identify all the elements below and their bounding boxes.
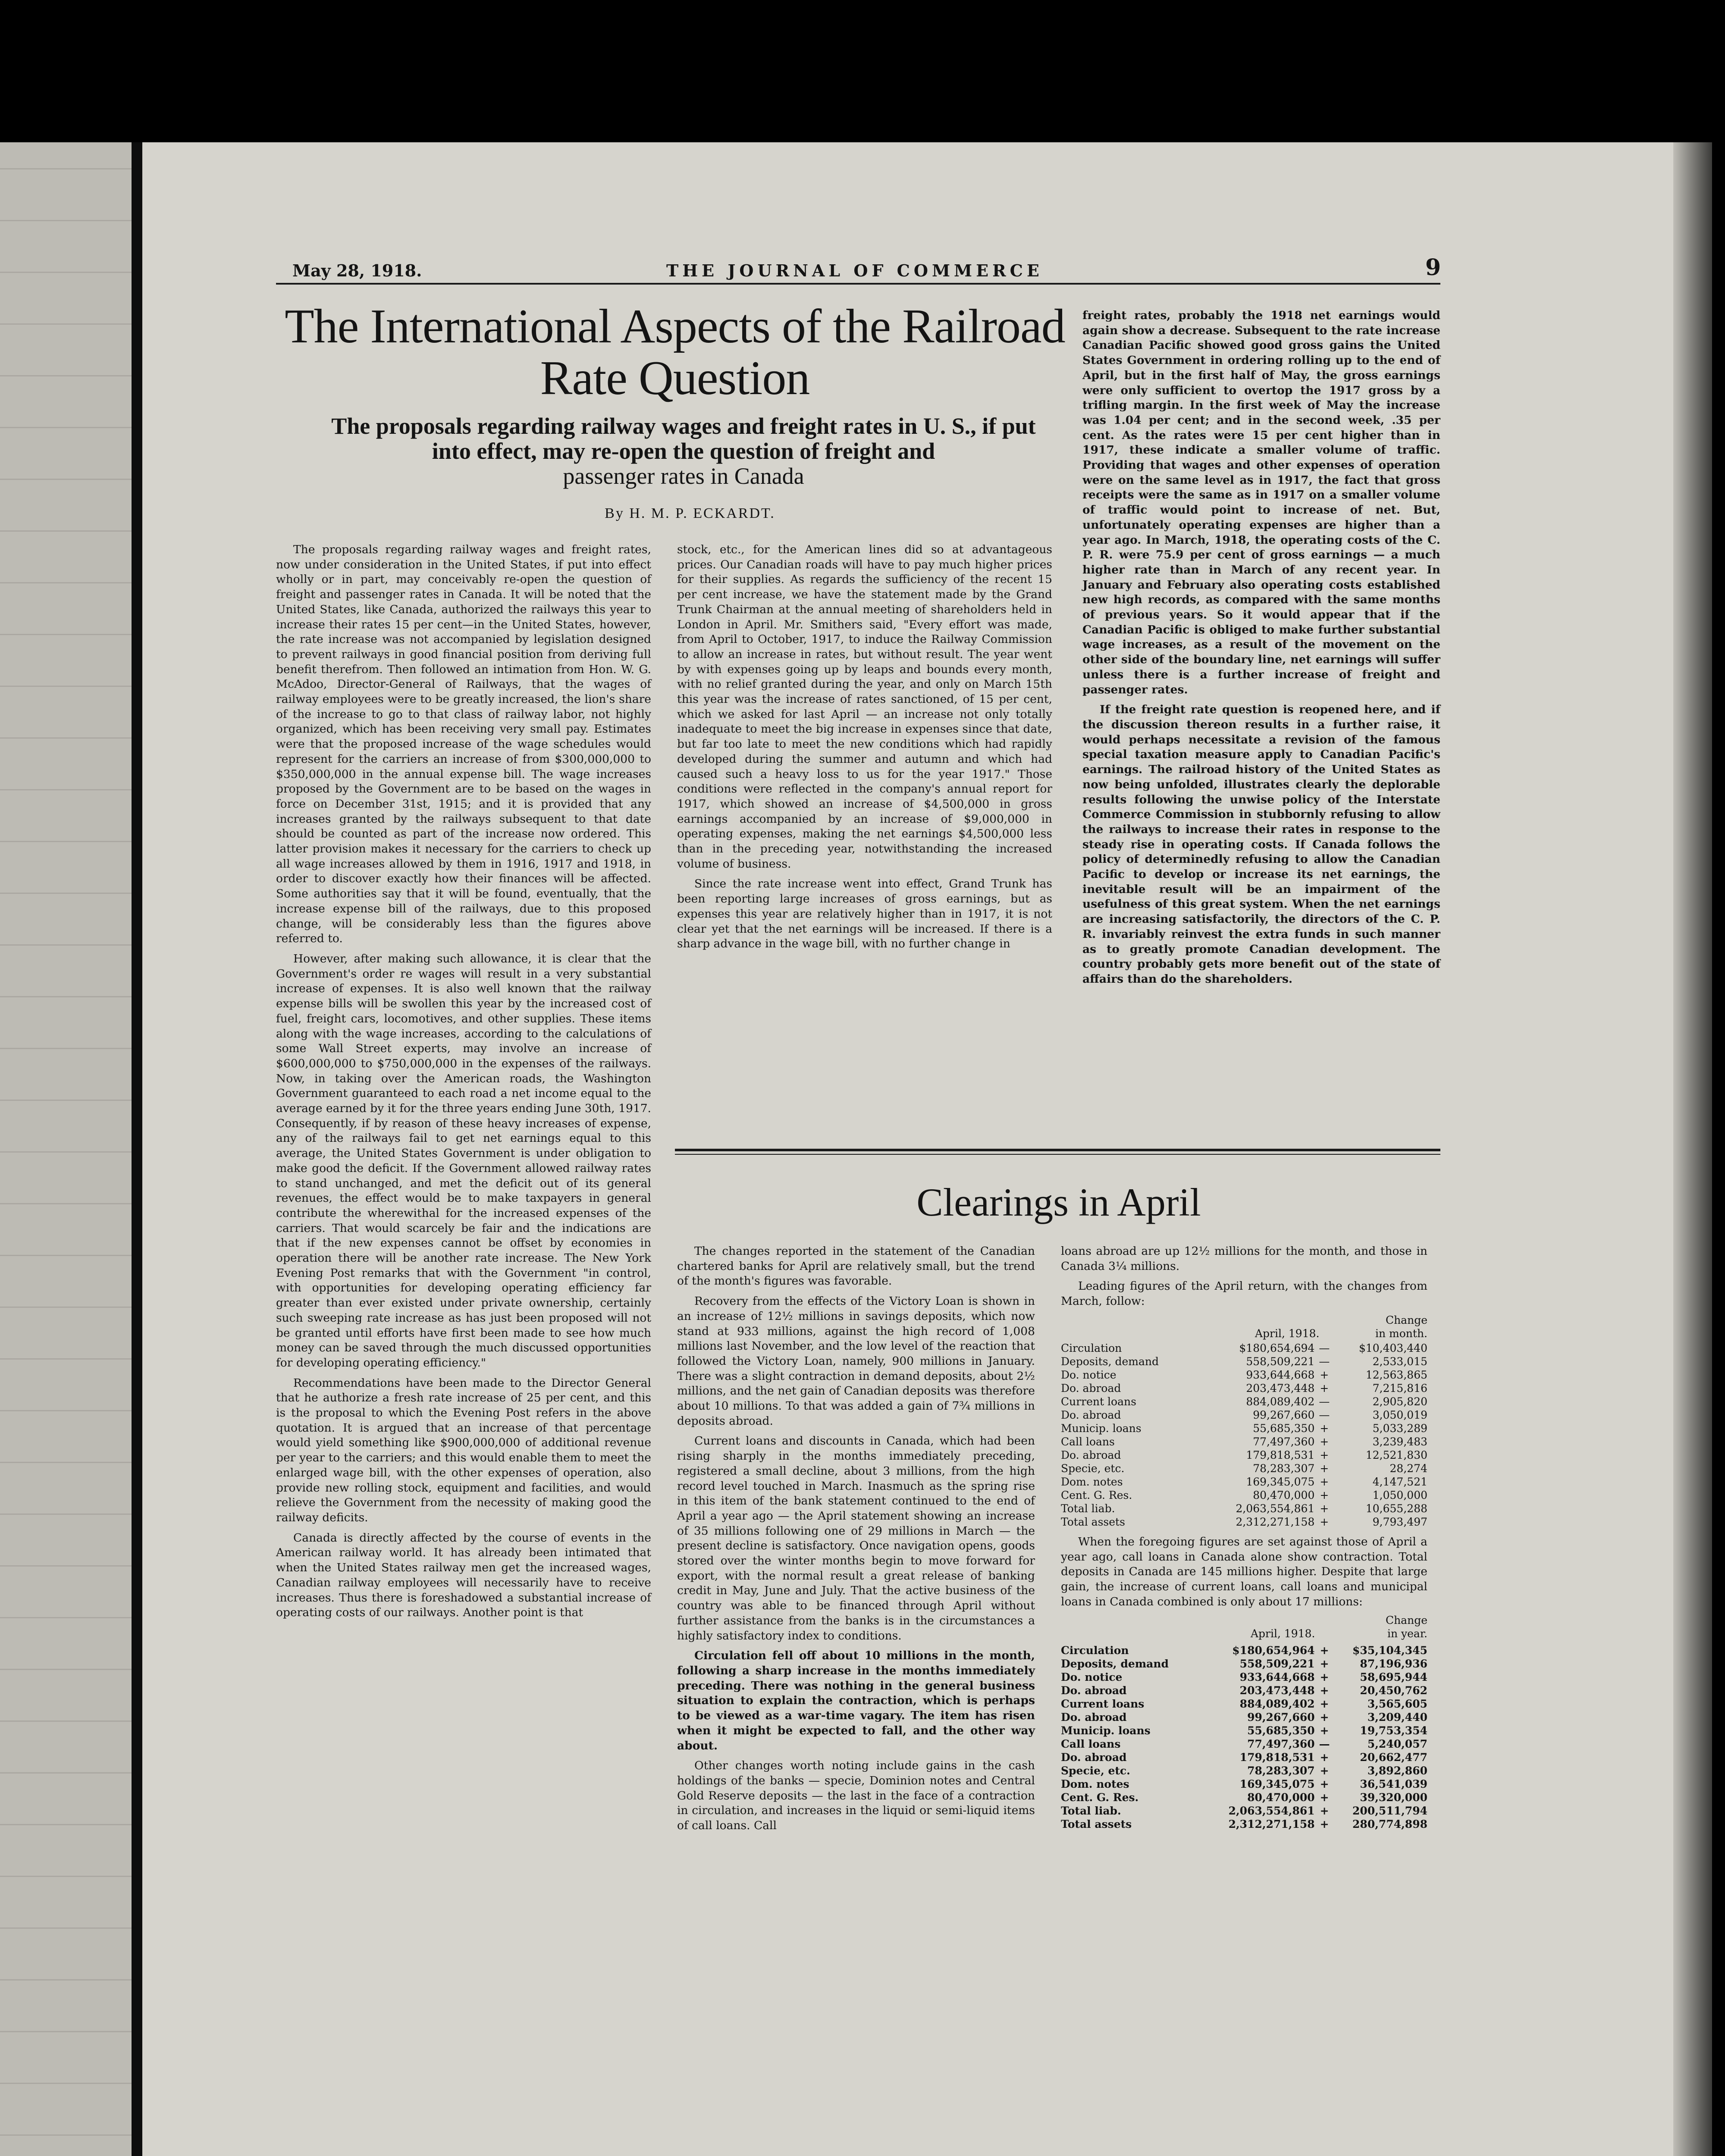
row-sign: + [1320,1422,1329,1435]
paragraph: Recommendations have been made to the Director General that he authorize a fresh rate increase of 25 per cent, and this is the proposal to which the Evening Post refers in the above quotation. It is argued that an increase of that percentage would yield something like $900,000,000 of additional revenue per year to the carriers; and this would enable them to meet the enlarged wage bill, with the other expenses of operation, also provide new rolling stock, equipment and facilities, and would relieve the Government from the necessity of making good the railway deficits. [276,1376,651,1524]
row-change: 20,450,762 [1360,1684,1427,1697]
row-value: 80,470,000 [1253,1489,1315,1501]
row-value: 77,497,360 [1247,1738,1315,1751]
paragraph: Leading figures of the April return, with the changes from March, follow: [1061,1279,1427,1308]
table-row [1061,1697,1427,1711]
row-value: 77,497,360 [1253,1435,1315,1448]
paragraph: If the freight rate question is reopened here, and if the discussion thereon results in a further raise, it would perhaps necessitate a revision of the famous special taxation measure apply to Canadian Pacific's earnings. The railroad history of the United States as now being unfolded, illustrates clearly the deplorable results following the unwise policy of the Interstate Commerce Commission in stubbornly refusing to allow the railways to increase their rates in response to the steady rise in operating costs. If Canada follows the policy of determinedly refusing to allow the Canadian Pacific to develop or increase its net earnings, the inevitable result will be an impairment of the usefulness of this great system. When the net earnings are increasing satisfactorily, the directors of the C. P. R. invariably reinvest the extra funds in such manner as to greatly promote Canadian development. The country probably gets more benefit out of the state of affairs than do the shareholders. [1082,703,1440,986]
table-row [1061,1502,1427,1515]
row-change: 10,655,288 [1365,1502,1427,1515]
row-sign: + [1320,1778,1329,1791]
row-value: 884,089,402 [1239,1698,1315,1711]
paragraph: The changes reported in the statement of the Canadian chartered banks for April are relatively small, but the trend of the month's figures was favorable. [677,1244,1035,1288]
facing-page-texture [0,1565,142,1567]
row-label: Cent. G. Res. [1061,1489,1132,1501]
row-change: 4,147,521 [1372,1475,1427,1488]
page-number: 9 [1425,254,1441,281]
paragraph: Canada is directly affected by the course of events in the American railway world. It has already been intimated that when the United States railway men get the increased wages, Canadian railway employees will necessarily have to receive increases. Thus there is foreshadowed a substantial increase of operating costs of our railways. Another point is that [276,1531,651,1620]
row-change: 20,662,477 [1360,1751,1427,1764]
row-label: Call loans [1061,1738,1121,1751]
row-label: Deposits, demand [1061,1355,1159,1368]
row-sign: + [1320,1751,1329,1764]
row-value: 55,685,350 [1247,1724,1315,1737]
row-sign: + [1320,1475,1329,1488]
facing-page-texture [0,1617,142,1618]
facing-page-texture [0,2083,142,2084]
row-label: Total liab. [1061,1502,1115,1515]
row-label: Current loans [1061,1698,1145,1711]
facing-page-texture [0,1979,142,1981]
article-column-1 [276,542,651,1620]
row-label: Do. abroad [1061,1382,1121,1395]
row-change: 12,563,865 [1365,1368,1427,1381]
facing-page-edge [0,142,142,2156]
row-value: 933,644,668 [1246,1368,1315,1381]
row-value: 558,509,221 [1246,1355,1315,1368]
row-sign: + [1320,1698,1329,1711]
row-label: Specie, etc. [1061,1462,1125,1475]
row-change: 3,239,483 [1372,1435,1427,1448]
facing-page-texture [0,1720,142,1722]
table-row [1061,1435,1427,1448]
table-row [1061,1751,1427,1764]
paragraph: Other changes worth noting include gains in the cash holdings of the banks — specie, Dominion notes and Central Gold Reserve deposits — the last in the face of a contraction in circulation, and increases in the liquid or semi-liquid items of call loans. Call [677,1759,1035,1833]
facing-page-texture [0,1410,142,1411]
row-label: Do. notice [1061,1671,1123,1684]
facing-page-texture [0,686,142,687]
paragraph: The proposals regarding railway wages and freight rates, now under consideration in the United States, if put into effect wholly or in part, may conceivably re-open the question of freight and passenger rates in Canada. It will be noted that the United States, like Canada, authorized the railways this year to increase their rates 15 per cent—in the United States, however, the rate increase was not accompanied by legislation designed to prevent railways in good financial position from deriving full benefit therefrom. Then followed an intimation from Hon. W. G. McAdoo, Director-General of Railways, that the wages of railway employees were to be greatly increased, the lion's share of the increase to go to that class of railway labor, not highly organized, which has been receiving very small pay. Estimates were that the proposed increase of the wage schedules would represent for the carriers an increase of from $300,000,000 to $350,000,000 in the annual expense bill. The wage increases proposed by the Government are to be based on the wages in force on December 31st, 1915; and it is provided that any increases granted by the railways subsequent to that date should be counted as part of the increase now ordered. This latter provision makes it necessary for the carriers to check up all wage increases allowed by them in 1916, 1917 and 1918, in order to discover exactly how their finances will be affected. Some authorities say that it will be found, eventually, that the increase expense bill of the railways, due to this proposed change, will be considerably less than the figures above referred to. [276,543,651,946]
row-label: Municip. loans [1061,1724,1151,1737]
row-sign: + [1320,1764,1329,1777]
row-value: 2,063,554,861 [1236,1502,1315,1515]
row-sign: — [1319,1341,1330,1354]
table-row [1061,1462,1427,1475]
row-change: 28,274 [1389,1462,1427,1475]
facing-page-texture [0,1307,142,1308]
table-row [1061,1644,1427,1657]
facing-page-texture [0,220,142,221]
monthly-figures-table [1061,1341,1427,1529]
facing-page-texture [0,1203,142,1204]
table-row [1061,1408,1427,1422]
facing-page-texture [0,2031,142,2032]
row-label: Do. abroad [1061,1711,1127,1724]
facing-page-texture [0,1048,142,1049]
yearly-figures-table [1061,1644,1427,1831]
row-sign: + [1320,1462,1329,1475]
paragraph: loans abroad are up 12½ millions for the month, and those in Canada 3¼ millions. [1061,1244,1427,1273]
row-label: Do. abroad [1061,1408,1121,1421]
row-label: Circulation [1061,1341,1122,1354]
row-sign: + [1320,1382,1329,1395]
row-value: 179,818,531 [1246,1448,1315,1461]
row-label: Current loans [1061,1395,1136,1408]
article-column-3 [1082,308,1440,987]
row-value: 2,312,271,158 [1236,1515,1315,1528]
facing-page-texture [0,582,142,583]
table-row [1061,1777,1427,1791]
row-sign: + [1320,1671,1329,1684]
article-column-2 [677,542,1052,952]
facing-page-texture [0,427,142,428]
row-label: Circulation [1061,1644,1129,1657]
article-subtitle-line2: into effect, may re-open the question of freight and [432,438,935,464]
row-value: 933,644,668 [1239,1671,1315,1684]
row-label: Total liab. [1061,1805,1121,1818]
row-label: Do. abroad [1061,1684,1127,1697]
row-sign: + [1320,1805,1329,1818]
row-change: 280,774,898 [1352,1818,1427,1831]
clearings-column-1 [677,1244,1035,1833]
table-row [1061,1764,1427,1777]
facing-page-texture [0,2134,142,2136]
row-sign: + [1320,1684,1329,1697]
paragraph: Since the rate increase went into effect, Grand Trunk has been reporting large increases of gross earnings, but as expenses this year are relatively higher than in 1917, it is not clear yet that the net earnings will be increased. If there is a sharp advance in the wage bill, with no further change in [677,877,1052,951]
row-change: 12,521,830 [1365,1448,1427,1461]
row-change: 36,541,039 [1360,1778,1427,1791]
row-value: 2,063,554,861 [1228,1805,1315,1818]
table1-header [1061,1313,1427,1354]
row-change: 9,793,497 [1372,1515,1427,1528]
row-label: Cent. G. Res. [1061,1791,1139,1804]
journal-name: THE JOURNAL OF COMMERCE [666,261,1043,280]
row-value: 2,312,271,158 [1228,1818,1315,1831]
section-rule-thick [675,1149,1440,1151]
issue-date: May 28, 1918. [292,261,422,280]
row-sign: — [1319,1395,1330,1408]
row-value: 558,509,221 [1239,1658,1315,1670]
table-row [1061,1395,1427,1408]
facing-page-texture [0,841,142,842]
row-change: 5,033,289 [1372,1422,1427,1435]
table-row [1061,1804,1427,1818]
facing-page-texture [0,1100,142,1101]
row-change: 3,209,440 [1367,1711,1427,1724]
facing-page-texture [0,530,142,532]
table-row [1061,1355,1427,1368]
facing-page-texture [0,479,142,480]
row-label: Dom. notes [1061,1475,1123,1488]
row-change: 1,050,000 [1372,1489,1427,1501]
table-row [1061,1711,1427,1724]
byline: By H. M. P. ECKARDT. [605,505,775,521]
row-sign: + [1320,1644,1329,1657]
table-row [1061,1657,1427,1670]
row-label: Deposits, demand [1061,1658,1169,1670]
row-change: 200,511,794 [1352,1805,1427,1818]
facing-page-texture [0,1927,142,1929]
row-sign: + [1320,1724,1329,1737]
row-change: 3,892,860 [1367,1764,1427,1777]
row-sign: + [1320,1368,1329,1381]
row-value: 80,470,000 [1247,1791,1315,1804]
row-change: $10,403,440 [1358,1341,1427,1354]
table-row [1061,1368,1427,1382]
table2-date-header: April, 1918. [1251,1627,1315,1640]
paragraph: Circulation fell off about 10 millions in the month, following a sharp increase in the months immediately preceding. There was nothing in the general business situation to explain the contraction, which is perhaps to be viewed as a war-time vagary. The item has risen when it might be expected to fall, and the other way about. [677,1649,1035,1752]
facing-page-texture [0,272,142,273]
table-row [1061,1791,1427,1804]
facing-page-texture [0,1462,142,1463]
page-right-edge-shadow [1673,142,1712,2156]
table-row [1061,1489,1427,1502]
facing-page-texture [0,1772,142,1774]
row-value: 179,818,531 [1239,1751,1315,1764]
row-change: 5,240,057 [1367,1738,1427,1751]
facing-page-texture [0,789,142,790]
facing-page-texture [0,1824,142,1825]
row-sign: + [1320,1489,1329,1501]
row-value: 203,473,448 [1246,1382,1315,1395]
row-change: 3,565,605 [1367,1698,1427,1711]
row-value: $180,654,694 [1239,1341,1315,1354]
row-label: Specie, etc. [1061,1764,1130,1777]
row-change: 2,905,820 [1372,1395,1427,1408]
facing-page-texture [0,996,142,997]
table1-change-header: Change [1385,1313,1427,1326]
row-change: $35,104,345 [1352,1644,1427,1657]
row-label: Do. notice [1061,1368,1117,1381]
row-change: 19,753,354 [1360,1724,1427,1737]
table-row [1061,1382,1427,1395]
row-sign: + [1320,1791,1329,1804]
row-value: $180,654,964 [1232,1644,1315,1657]
paragraph: freight rates, probably the 1918 net earnings would again show a decrease. Subsequent to the rate increase Canadian Pacific showed good gross gains the United States Government in ordering rolling up to the end of April, but in the first half of May, the gross earnings were only sufficient to overtop the 1917 gross by a trifling margin. In the first week of May the increase was 1.04 per cent; and in the second week, .35 per cent. As the rates were 15 per cent higher than in 1917, these indicate a smaller volume of traffic. Providing that wages and other expenses of operation were on the same level as in 1917, the fact that gross receipts were the same as in 1917 on a smaller volume of traffic would point to increase of net. But, unfortunately operating expenses are higher than a year ago. In March, 1918, the operating costs of the C. P. R. were 75.9 per cent of gross earnings — a much higher rate than in March of any recent year. In January and February also operating costs established new high records, as compared with the same months of previous years. So it would appear that if the Canadian Pacific is obliged to make further substantial wage increases, as a result of the movement on the other side of the boundary line, net earnings will suffer unless there is a further increase of freight and passenger rates. [1082,309,1440,696]
row-change: 87,196,936 [1360,1658,1427,1670]
table1-date-header: April, 1918. [1255,1327,1320,1340]
facing-page-texture [0,323,142,325]
facing-page-texture [0,1514,142,1515]
row-value: 99,267,660 [1253,1408,1315,1421]
facing-page-texture [0,737,142,739]
row-value: 55,685,350 [1253,1422,1315,1435]
row-sign: — [1319,1408,1330,1421]
facing-page-texture [0,1669,142,1670]
facing-page-texture [0,944,142,946]
paragraph: stock, etc., for the American lines did so at advantageous prices. Our Canadian roads will have to pay much higher prices for their supplies. As regards the sufficiency of the recent 15 per cent increase, we have the statement made by the Grand Trunk Chairman at the annual meeting of shareholders held in London in April. Mr. Smithers said, "Every effort was made, from April to October, 1917, to induce the Railway Commission to allow an increase in rates, but without result. The year went by with expenses going up by leaps and bounds every month, with no relief granted during the year, and only on March 15th this year was the increase of rates sanctioned, of 15 per cent, which we asked for last April — an increase not only totally inadequate to meet the big increase in expenses since that date, but far too late to meet the new conditions which had rapidly developed during the summer and autumn and which had caused such a heavy loss to us for the year 1917." Those conditions were reflected in the company's annual report for 1917, which showed an increase of $4,500,000 in gross earnings accompanied by an increase of $9,000,000 in operating expenses, making the net earnings $4,500,000 less than in the preceding year, notwithstanding the increased volume of business. [677,543,1052,871]
table-row [1061,1724,1427,1737]
facing-page-texture [0,1876,142,1877]
row-label: Total assets [1061,1515,1125,1528]
table-row [1061,1515,1427,1529]
table2-change-header: Change [1385,1614,1427,1627]
row-change: 7,215,816 [1372,1382,1427,1395]
paragraph: Current loans and discounts in Canada, which had been rising sharply in the months immediately preceding, registered a small decline, about 3 millions, from the high record level touched in March. Inasmuch as the spring rise in this item of the bank statement continued to the end of April a year ago — the April statement showing an increase of 35 millions following one of 29 millions in March — the present decline is satisfactory. Once navigation opens, goods stored over the winter months begin to move forward for export, with the normal result a great release of banking credit in May, June and July. That the active business of the country was able to be financed through April without further assistance from the banks is in the circumstances a highly satisfactory index to conditions. [677,1434,1035,1642]
row-value: 884,089,402 [1246,1395,1315,1408]
article-subtitle-line1: The proposals regarding railway wages and freight rates in U. S., if put [331,413,1036,439]
facing-page-texture [0,375,142,376]
table-row [1061,1422,1427,1435]
table2-header [1061,1614,1427,1644]
row-label: Do. abroad [1061,1448,1121,1461]
row-change: 39,320,000 [1360,1791,1427,1804]
facing-page-texture [0,1151,142,1153]
row-sign: + [1320,1818,1329,1831]
row-label: Total assets [1061,1818,1132,1831]
table2-period-header: in year. [1387,1627,1427,1640]
article-title-line1: The International Aspects of the Railroad [285,300,1065,353]
article-subtitle-line3: passenger rates in Canada [563,463,804,489]
row-sign: + [1320,1515,1329,1528]
clearings-column-2 [1061,1244,1427,1831]
facing-page-texture [0,1255,142,1256]
table-row [1061,1670,1427,1684]
row-sign: — [1319,1738,1330,1751]
row-value: 169,345,075 [1239,1778,1315,1791]
row-change: 58,695,944 [1360,1671,1427,1684]
row-label: Call loans [1061,1435,1115,1448]
table-row [1061,1684,1427,1697]
article-title-line2: Rate Question [540,351,810,405]
table1-period-header: in month. [1375,1327,1427,1340]
facing-page-texture [0,1358,142,1360]
table-row [1061,1448,1427,1462]
paragraph: When the foregoing figures are set against those of April a year ago, call loans in Canada alone show contraction. Total deposits in Canada are 145 millions higher. Despite that large gain, the increase of current loans, call loans and municipal loans in Canada combined is only about 17 millions: [1061,1535,1427,1608]
row-value: 203,473,448 [1239,1684,1315,1697]
facing-page-texture [0,634,142,635]
row-sign: — [1319,1355,1330,1368]
table-row [1061,1475,1427,1489]
table-row [1061,1737,1427,1751]
row-value: 169,345,075 [1246,1475,1315,1488]
row-change: 3,050,019 [1372,1408,1427,1421]
section-rule-thin [675,1154,1440,1155]
row-sign: + [1320,1448,1329,1461]
paragraph: However, after making such allowance, it is clear that the Government's order re wages will result in a very substantial increase of expenses. It is also well known that the railway expense bills will be swollen this year by the increased cost of fuel, freight cars, locomotives, and other supplies. These items along with the wage increases, according to the calculations of some Wall Street experts, may involve an increase of $600,000,000 to $750,000,000 in the expenses of the railways. Now, in taking over the American roads, the Washington Government guaranteed to each road a net income equal to the average earned by it for the three years ending June 30th, 1917. Consequently, if by reason of these heavy increases of expense, any of the railways fail to get net earnings equal to this average, the United States Government is under obligation to make good the deficit. If the Government allowed railway rates to stand unchanged, and met the deficit out of its general revenues, the effect would be to make taxpayers in general contribute the wherewithal for the increased expenses of the carriers. That would scarcely be fair and the indications are that if the new expenses cannot be offset by economies in operation there will be another rate increase. The New York Evening Post remarks that with the Government "in control, with opportunities for developing operating efficiency far greater than ever existed under private ownership, certainly such sweeping rate increase as has just been proposed will not be granted until efforts have first been made to see how much money can be saved through the much discussed opportunities for developing operating efficiency." [276,952,651,1369]
row-sign: + [1320,1502,1329,1515]
row-label: Municip. loans [1061,1422,1142,1435]
row-label: Dom. notes [1061,1778,1129,1791]
row-change: 2,533,015 [1372,1355,1427,1368]
row-value: 78,283,307 [1253,1462,1315,1475]
header-rule [276,283,1440,285]
row-sign: + [1320,1711,1329,1724]
clearings-title: Clearings in April [916,1180,1201,1224]
table-row [1061,1818,1427,1831]
row-sign: + [1320,1658,1329,1670]
row-value: 99,267,660 [1247,1711,1315,1724]
row-value: 78,283,307 [1247,1764,1315,1777]
facing-page-texture [0,168,142,169]
row-sign: + [1320,1435,1329,1448]
paragraph: Recovery from the effects of the Victory Loan is shown in an increase of 12½ millions in savings deposits, which now stand at 933 millions, against the high record of 1,008 millions last November, and the low level of the reaction that followed the Victory Loan, namely, 900 millions in January. There was a slight contraction in demand deposits, about 2½ millions, and the net gain of Canadian deposits was therefore about 10 millions. To that was added a gain of 7¾ millions in deposits abroad. [677,1294,1035,1428]
row-label: Do. abroad [1061,1751,1127,1764]
facing-page-texture [0,893,142,894]
